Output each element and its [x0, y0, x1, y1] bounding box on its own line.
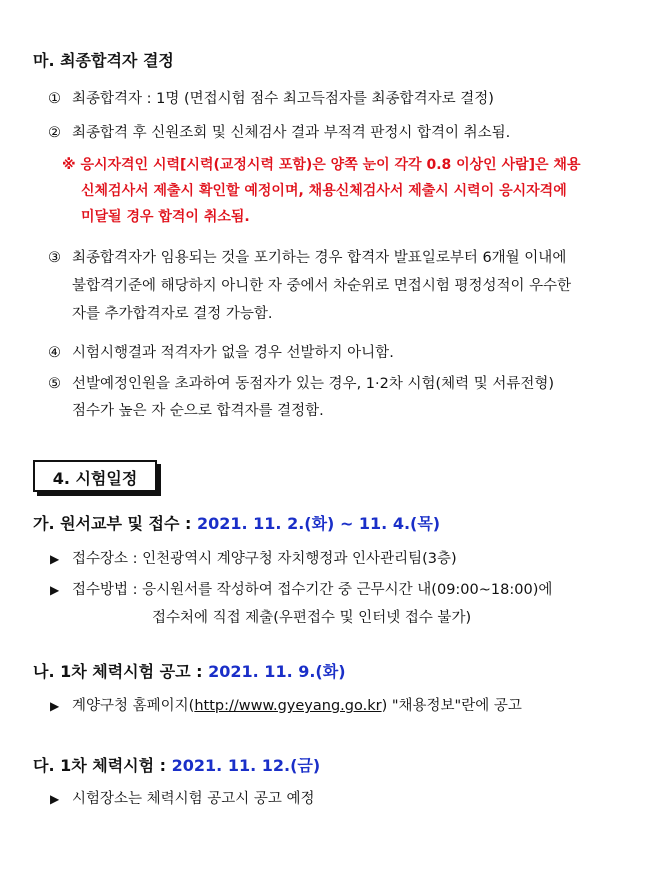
section-ma-title: 마. 최종합격자 결정 — [33, 51, 174, 70]
item-text: 시험장소는 체력시험 공고시 공고 예정 — [72, 791, 315, 807]
list-item — [48, 372, 554, 393]
list-item — [48, 87, 494, 108]
section-da-heading — [33, 753, 320, 776]
section-da-label: 다. 1차 체력시험 : — [33, 756, 167, 775]
triangle-bullet-icon: ▶ — [50, 552, 60, 566]
item-text: 접수장소 : 인천광역시 계양구청 자치행정과 인사관리팀(3층) — [72, 551, 457, 567]
triangle-bullet-icon: ▶ — [50, 583, 60, 597]
item-text-suffix: ) "채용정보"란에 공고 — [381, 698, 522, 714]
item-text: 최종합격 후 신원조회 및 신체검사 결과 부적격 판정시 합격이 취소됨. — [72, 125, 511, 141]
list-item — [48, 341, 394, 362]
item-text: 시험시행결과 적격자가 없을 경우 선발하지 아니함. — [72, 345, 394, 361]
item-number: ② — [48, 125, 61, 141]
item-text-continued: 점수가 높은 자 순으로 합격자를 결정함. — [72, 403, 324, 419]
section-ga-label: 가. 원서교부 및 접수 : — [33, 514, 192, 533]
item-text-continued: 접수처에 직접 제출(우편접수 및 인터넷 접수 불가) — [152, 610, 472, 626]
item-number: ③ — [48, 250, 61, 266]
notice-line: ※ 응시자격인 시력[시력(교정시력 포함)은 양쪽 눈이 각각 0.8 이상인 사람]은 채용 — [62, 157, 581, 173]
homepage-link[interactable]: http://www.gyeyang.go.kr — [194, 698, 382, 714]
section-na-heading — [33, 659, 346, 682]
section-ga-heading — [33, 511, 440, 534]
item-number: ⑤ — [48, 376, 61, 392]
section-ga-date: 2021. 11. 2.(화) ~ 11. 4.(목) — [196, 514, 441, 533]
list-item — [48, 246, 566, 267]
section-na-label: 나. 1차 체력시험 공고 : — [33, 662, 203, 681]
section-na-date: 2021. 11. 9.(화) — [208, 662, 346, 681]
item-text-prefix: 계양구청 홈페이지( — [72, 698, 195, 714]
list-item — [50, 547, 457, 568]
section-da-date: 2021. 11. 12.(금) — [171, 756, 321, 775]
section4-heading-box — [33, 460, 157, 492]
item-number: ① — [48, 91, 61, 107]
notice-line: 신체검사서 제출시 확인할 예정이며, 채용신체검사서 제출시 시력이 응시자격에 — [81, 183, 567, 199]
list-item — [50, 694, 522, 715]
item-text: 접수방법 : 응시원서를 작성하여 접수기간 중 근무시간 내(09:00~18:00)에 — [72, 582, 553, 598]
notice-line: 미달될 경우 합격이 취소됨. — [81, 209, 250, 225]
item-text: 최종합격자 : 1명 (면접시험 점수 최고득점자를 최종합격자로 결정) — [72, 91, 494, 107]
list-item — [50, 787, 315, 808]
triangle-bullet-icon: ▶ — [50, 699, 60, 713]
triangle-bullet-icon: ▶ — [50, 792, 60, 806]
list-item — [50, 578, 552, 599]
item-text: 최종합격자가 임용되는 것을 포기하는 경우 합격자 발표일로부터 6개월 이내에 — [72, 250, 567, 266]
item-text-continued: 불합격기준에 해당하지 아니한 자 중에서 차순위로 면접시험 평정성적이 우수한 — [72, 278, 572, 294]
item-text-continued: 자를 추가합격자로 결정 가능함. — [72, 306, 273, 322]
item-number: ④ — [48, 345, 61, 361]
list-item — [48, 121, 510, 142]
item-text: 선발예정인원을 초과하여 동점자가 있는 경우, 1·2차 시험(체력 및 서류전형) — [72, 376, 555, 392]
section4-title: 4. 시험일정 — [52, 469, 138, 488]
